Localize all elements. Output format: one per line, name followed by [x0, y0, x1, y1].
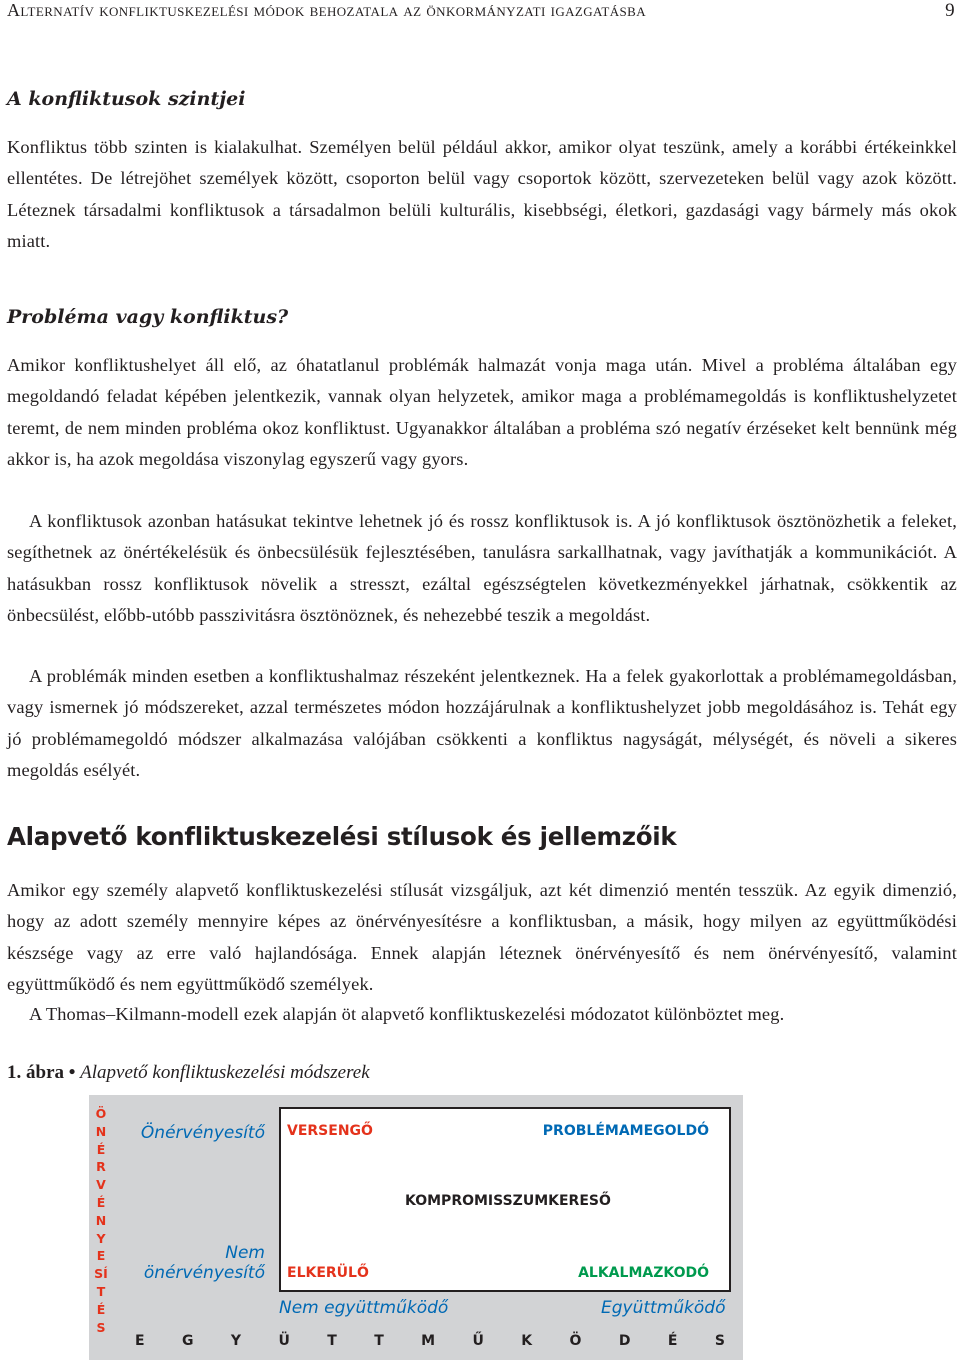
- running-header-title: Alternatív konfliktuskezelési módok behozatala az önkormányzati igazgatásba: [7, 0, 646, 20]
- horizontal-axis-letter: Y: [230, 1333, 242, 1349]
- page-number: 9: [945, 0, 955, 21]
- figure-caption: [7, 1062, 370, 1084]
- horizontal-axis-letter: Ü: [278, 1333, 290, 1349]
- x-axis-low-label: Nem együttműködő: [279, 1298, 449, 1318]
- x-axis-high-label: Együttműködő: [601, 1298, 726, 1318]
- horizontal-axis-letter: D: [618, 1333, 631, 1349]
- paragraph-problem-2: A konfliktusok azonban hatásukat tekintve lehetnek jó és rossz konfliktusok is. A jó konfliktusok ösztönözhetik a feleket, segíthetnek az önértékelésük és önbecsülésük fejlesztésében, tanulásra sarkallhatnak, vagy javíthatják a kommunikációt. A hatásukban rossz konfliktusok növelik a stresszt, ezáltal egészségtelen következményekkel járhatnak, csökkentik az önbecsülést, előbb-utóbb passzivitásra ösztönöznek, és nehezebbé teszik a megoldást.: [7, 511, 957, 625]
- horizontal-axis-letter: É: [667, 1333, 678, 1349]
- style-accommodating: ALKALMAZKODÓ: [578, 1265, 709, 1281]
- horizontal-axis-letter: G: [181, 1333, 194, 1349]
- horizontal-axis-letter: E: [135, 1333, 145, 1349]
- section-heading-styles: Alapvető konfliktuskezelési stílusok és jellemzőik: [7, 822, 677, 851]
- style-problem-solving: PROBLÉMAMEGOLDÓ: [542, 1123, 709, 1139]
- style-grid-box: [279, 1107, 731, 1292]
- style-compromising: KOMPROMISSZUMKERESŐ: [405, 1193, 611, 1209]
- paragraph-problem-3: A problémák minden esetben a konfliktushalmaz részeként jelentkeznek. Ha a felek gyakorlottak a problémamegoldásban, vagy ismernek jó módszereket, azzal természetes módon hozzájárulnak a konfliktushelyzet jobb megoldásához is. Tehát egy jó problémamegoldó módszer alkalmazása valójában csökkenti a konfliktus nagyságát, mélységét, és növeli a sikeres megoldás esélyét.: [7, 666, 957, 780]
- conflict-styles-diagram: [89, 1095, 743, 1360]
- paragraph-levels: Konfliktus több szinten is kialakulhat. Személyen belül például akkor, amikor olyat teszünk, amely a korábbi értékeinkkel ellentétes. De létrejöhet személyek között, csoporton belül vagy csoportok között, szervezeteken belül vagy azok között. Léteznek társadalmi konfliktusok a társadalmon belüli kulturális, kisebbségi, életkori, gazdasági vagy bármely más okok miatt.: [7, 137, 957, 251]
- figure-number: 1. ábra: [7, 1062, 64, 1083]
- paragraph-styles-1: Amikor egy személy alapvető konfliktuskezelési stílusát vizsgáljuk, azt két dimenzió mentén tesszük. Az egyik dimenzió, hogy az adott személy mennyire képes az önérvényesítésre a konfliktusban, a másik, hogy milyen az együttműködési készsége vagy az erre való hajlandósága. Ennek alapján léteznek önérvényesítő és nem önérvényesítő, valamint együttműködő és nem együttműködő személyek.: [7, 880, 957, 994]
- horizontal-axis-letter: Ű: [472, 1333, 484, 1349]
- horizontal-axis-label: [135, 1333, 725, 1349]
- horizontal-axis-letter: T: [374, 1333, 384, 1349]
- section-heading-levels: A konfliktusok szintjei: [7, 88, 246, 110]
- paragraph-styles-2: A Thomas–Kilmann-modell ezek alapján öt alapvető konfliktuskezelési módozatot különböztet meg.: [29, 1004, 785, 1024]
- style-competing: VERSENGŐ: [287, 1123, 373, 1139]
- section-heading-problem: Probléma vagy konfliktus?: [7, 306, 289, 328]
- horizontal-axis-letter: Ö: [569, 1333, 582, 1349]
- horizontal-axis-letter: T: [327, 1333, 337, 1349]
- style-avoiding: ELKERÜLŐ: [287, 1265, 369, 1281]
- figure-caption-text: Alapvető konfliktuskezelési módszerek: [80, 1062, 370, 1083]
- y-axis-low-label-2: önérvényesítő: [143, 1263, 265, 1283]
- y-axis-low-label-1: Nem: [225, 1243, 265, 1263]
- horizontal-axis-letter: S: [714, 1333, 725, 1349]
- running-header: [7, 0, 957, 22]
- horizontal-axis-letter: K: [521, 1333, 533, 1349]
- vertical-axis-label: ÖNÉRVÉNYESÍTÉS: [94, 1106, 108, 1335]
- paragraph-problem-1: Amikor konfliktushelyet áll elő, az óhatatlanul problémák halmazát vonja maga után. Mivel a probléma általában egy megoldandó feladat képében jelentkezik, vannak olyan helyzetek, amikor maga a problémamegoldás is konfliktushelyzetet teremt, de nem minden probléma okoz konfliktust. Ugyanakkor általában a probléma szó negatív érzéseket kelt bennünk még akkor is, ha azok megoldása viszonylag egyszerű vagy gyors.: [7, 355, 957, 469]
- figure-bullet: •: [68, 1062, 76, 1083]
- horizontal-axis-letter: M: [421, 1333, 436, 1349]
- y-axis-high-label: Önérvényesítő: [140, 1123, 265, 1143]
